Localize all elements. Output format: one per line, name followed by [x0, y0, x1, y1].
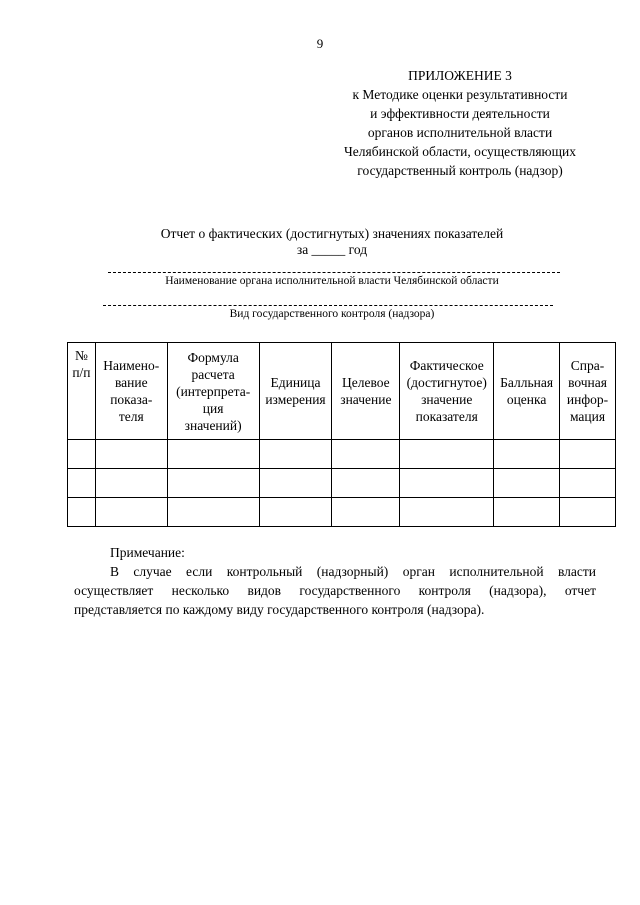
control-kind-caption: Вид государственного контроля (надзора): [229, 308, 435, 320]
column-header-unit: Единица измерения: [259, 343, 332, 440]
table-cell[interactable]: [332, 469, 400, 498]
appendix-line: и эффективности деятельности: [370, 106, 550, 121]
table-cell[interactable]: [494, 498, 560, 527]
table-cell[interactable]: [95, 498, 167, 527]
column-header-indicator-name: Наимено- вание показа- теля: [95, 343, 167, 440]
table-cell[interactable]: [560, 498, 616, 527]
org-name-underline: [108, 272, 560, 273]
page-number: 9: [316, 36, 324, 51]
table-row: [68, 498, 616, 527]
appendix-line: к Методике оценки результативности: [352, 87, 568, 102]
table-cell[interactable]: [68, 498, 96, 527]
table-cell[interactable]: [400, 469, 494, 498]
table-cell[interactable]: [259, 469, 332, 498]
appendix-line: государственный контроль (надзор): [357, 163, 563, 178]
column-header-reference: Спра- вочная инфор- мация: [560, 343, 616, 440]
column-header-score: Балльная оценка: [494, 343, 560, 440]
table-cell[interactable]: [332, 498, 400, 527]
note-text: В случае если контрольный (надзорный) орган исполнительной власти осуществляет несколько видов государственного контроля (надзора), отчет представляется по каждому виду государственного контроля (надзора).: [74, 564, 596, 617]
table-cell[interactable]: [494, 469, 560, 498]
appendix-line: Челябинской области, осуществляющих: [344, 144, 576, 159]
table-row: [68, 440, 616, 469]
note-label: Примечание:: [110, 545, 185, 560]
report-year-line: за _____ год: [296, 242, 368, 257]
table-cell[interactable]: [95, 440, 167, 469]
appendix-header: [300, 66, 620, 180]
table-cell[interactable]: [167, 498, 259, 527]
table-cell[interactable]: [560, 440, 616, 469]
table-cell[interactable]: [167, 440, 259, 469]
table-cell[interactable]: [95, 469, 167, 498]
table-cell[interactable]: [494, 440, 560, 469]
appendix-line: органов исполнительной власти: [367, 125, 553, 140]
table-cell[interactable]: [167, 469, 259, 498]
table-cell[interactable]: [259, 498, 332, 527]
table-cell[interactable]: [400, 440, 494, 469]
org-name-caption: Наименование органа исполнительной власти Челябинской области: [165, 275, 499, 287]
column-header-formula: Формула расчета (интерпрета- ция значений): [167, 343, 259, 440]
table-cell[interactable]: [259, 440, 332, 469]
indicators-table: [67, 342, 616, 527]
report-title: Отчет о фактических (достигнутых) значениях показателей: [160, 226, 504, 241]
column-header-target-value: Целевое значение: [332, 343, 400, 440]
table-header-row: [68, 343, 616, 440]
table-cell[interactable]: [68, 440, 96, 469]
column-header-number: № п/п: [68, 343, 96, 440]
table-cell[interactable]: [68, 469, 96, 498]
appendix-title: ПРИЛОЖЕНИЕ 3: [408, 68, 512, 83]
column-header-actual-value: Фактическое (достигнутое) значение показателя: [400, 343, 494, 440]
table-cell[interactable]: [400, 498, 494, 527]
table-row: [68, 469, 616, 498]
table-cell[interactable]: [560, 469, 616, 498]
table-cell[interactable]: [332, 440, 400, 469]
control-kind-underline: [103, 305, 553, 306]
